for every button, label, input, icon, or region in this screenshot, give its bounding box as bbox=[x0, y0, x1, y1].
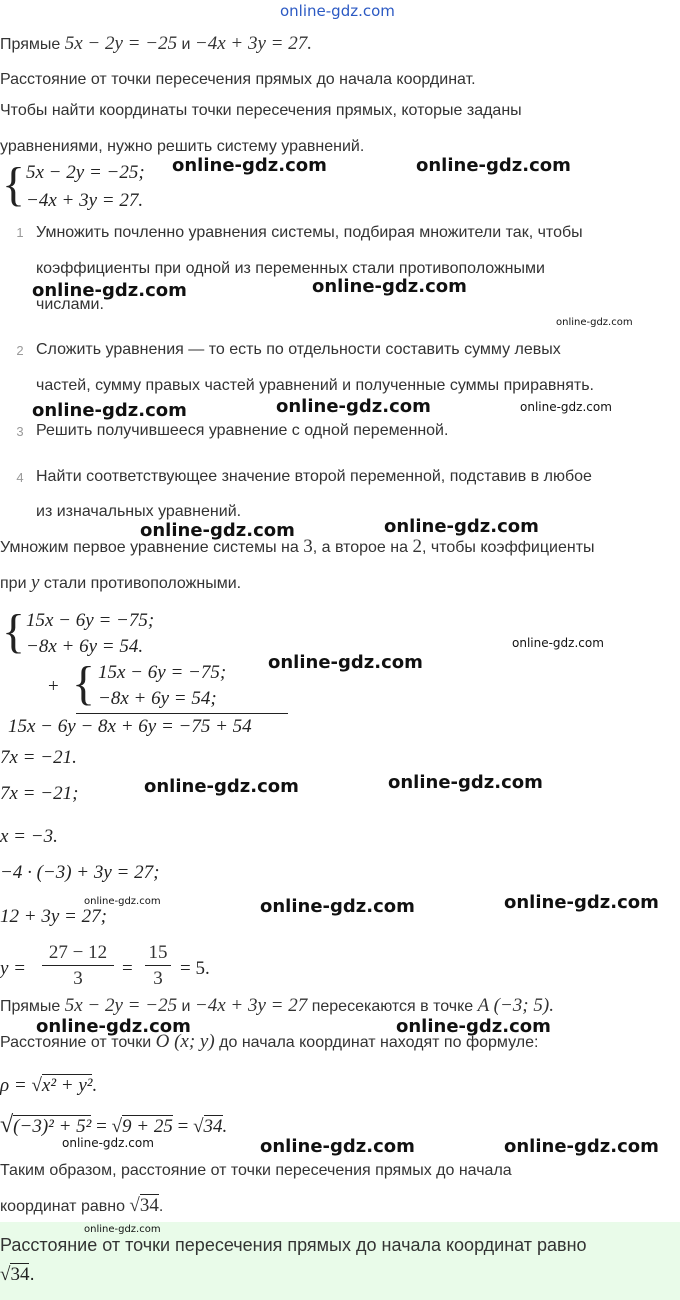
step-3-line-1: Решить получившееся уравнение с одной переменной. bbox=[36, 422, 449, 439]
watermark: online-gdz.com bbox=[268, 652, 423, 673]
watermark: online-gdz.com bbox=[36, 1016, 191, 1037]
multiply-text-2: при y стали противоположными. bbox=[0, 572, 242, 593]
task-text: Расстояние от точки пересечения прямых до начала координат. bbox=[0, 71, 476, 88]
method-text-2: уравнениями, нужно решить систему уравнений. bbox=[0, 138, 365, 155]
solve-step-5: 12 + 3y = 27; bbox=[0, 906, 107, 927]
intro-lines: Прямые 5x − 2y = −25 и −4x + 3y = 27. bbox=[0, 33, 313, 54]
watermark: online-gdz.com bbox=[172, 155, 327, 176]
watermark: online-gdz.com bbox=[388, 772, 543, 793]
solve-step-1: 7x = −21. bbox=[0, 747, 77, 768]
step-number: 3 bbox=[16, 424, 24, 439]
addition-row1: 15x − 6y = −75; bbox=[98, 662, 227, 683]
watermark: online-gdz.com bbox=[260, 896, 415, 917]
fraction-2-num: 15 bbox=[148, 942, 168, 963]
system1-row1: 5x − 2y = −25; bbox=[26, 162, 145, 183]
step-number: 4 bbox=[16, 470, 24, 485]
method-text-1: Чтобы найти координаты точки пересечения прямых, которые заданы bbox=[0, 102, 522, 119]
solve-y-result: = 5. bbox=[180, 958, 210, 979]
plus-sign: + bbox=[48, 676, 59, 697]
watermark: online-gdz.com bbox=[512, 636, 604, 650]
watermark-top: online-gdz.com bbox=[280, 2, 395, 20]
distance-text: Расстояние от точки O (x; y) до начала координат находят по формуле: bbox=[0, 1031, 539, 1052]
step-4-line-2: из изначальных уравнений. bbox=[36, 503, 242, 520]
watermark: online-gdz.com bbox=[520, 400, 612, 414]
addition-row2: −8x + 6y = 54; bbox=[98, 688, 217, 709]
step-2-line-2: частей, сумму правых частей уравнений и полученные суммы приравнять. bbox=[36, 377, 594, 394]
point-a: A (−3; 5). bbox=[477, 995, 554, 1016]
answer-value: √34. bbox=[0, 1264, 35, 1285]
watermark: online-gdz.com bbox=[140, 520, 295, 541]
conclusion-line-1: Таким образом, расстояние от точки пересечения прямых до начала bbox=[0, 1162, 512, 1179]
addition-sum: 15x − 6y − 8x + 6y = −75 + 54 bbox=[8, 716, 252, 737]
multiply-text-1: Умножим первое уравнение системы на 3, а второе на 2, чтобы коэффициенты bbox=[0, 536, 595, 557]
system1-row2: −4x + 3y = 27. bbox=[26, 190, 144, 211]
system-brace: { bbox=[2, 158, 26, 211]
step-number: 2 bbox=[16, 343, 24, 358]
watermark: online-gdz.com bbox=[504, 892, 659, 913]
fraction-2-den: 3 bbox=[153, 968, 163, 989]
solve-step-2: 7x = −21; bbox=[0, 783, 79, 804]
system-brace: { bbox=[72, 657, 96, 710]
equals-sign: = bbox=[122, 958, 133, 979]
equation-1: 5x − 2y = −25 bbox=[64, 33, 178, 54]
step-2-line-1: Сложить уравнения — то есть по отдельности составить сумму левых bbox=[36, 341, 561, 358]
step-1-line-2: коэффициенты при одной из переменных стали противоположными bbox=[36, 260, 545, 277]
answer-line-1: Расстояние от точки пересечения прямых до начала координат равно bbox=[0, 1235, 587, 1255]
watermark: online-gdz.com bbox=[32, 280, 187, 301]
distance-calculation: √(−3)² + 5² = √9 + 25 = √34. bbox=[0, 1112, 228, 1138]
watermark: online-gdz.com bbox=[384, 516, 539, 537]
watermark: online-gdz.com bbox=[260, 1136, 415, 1157]
watermark: online-gdz.com bbox=[556, 317, 633, 328]
fraction-1-bar bbox=[42, 965, 114, 966]
system2-row2: −8x + 6y = 54. bbox=[26, 636, 144, 657]
watermark: online-gdz.com bbox=[84, 1224, 161, 1235]
intersection-text: Прямые 5x − 2y = −25 и −4x + 3y = 27 пересекаются в точке A (−3; 5). bbox=[0, 995, 554, 1016]
sum-line bbox=[76, 713, 288, 714]
watermark: online-gdz.com bbox=[84, 896, 161, 907]
fraction-1-num: 27 − 12 bbox=[48, 942, 108, 963]
system-brace: { bbox=[2, 605, 26, 658]
step-number: 1 bbox=[16, 225, 24, 240]
watermark: online-gdz.com bbox=[312, 276, 467, 297]
conclusion-line-2: координат равно √34. bbox=[0, 1195, 164, 1216]
equation-2: −4x + 3y = 27. bbox=[194, 33, 313, 54]
watermark: online-gdz.com bbox=[276, 396, 431, 417]
solve-y-lhs: y = bbox=[0, 958, 27, 979]
distance-formula: ρ = √x² + y². bbox=[0, 1075, 98, 1096]
fraction-2-bar bbox=[145, 965, 171, 966]
step-4-line-1: Найти соответствующее значение второй переменной, подставив в любое bbox=[36, 468, 592, 485]
watermark: online-gdz.com bbox=[32, 400, 187, 421]
step-1-line-1: Умножить почленно уравнения системы, подбирая множители так, чтобы bbox=[36, 224, 583, 241]
fraction-1-den: 3 bbox=[73, 968, 83, 989]
solve-step-3: x = −3. bbox=[0, 826, 58, 847]
step-1-line-3: числами. bbox=[36, 296, 104, 313]
watermark: online-gdz.com bbox=[396, 1016, 551, 1037]
watermark: online-gdz.com bbox=[144, 776, 299, 797]
solve-step-4: −4 · (−3) + 3y = 27; bbox=[0, 862, 160, 883]
watermark: online-gdz.com bbox=[416, 155, 571, 176]
watermark: online-gdz.com bbox=[62, 1136, 154, 1150]
point-o: O (x; y) bbox=[155, 1031, 215, 1052]
system2-row1: 15x − 6y = −75; bbox=[26, 610, 155, 631]
watermark: online-gdz.com bbox=[504, 1136, 659, 1157]
